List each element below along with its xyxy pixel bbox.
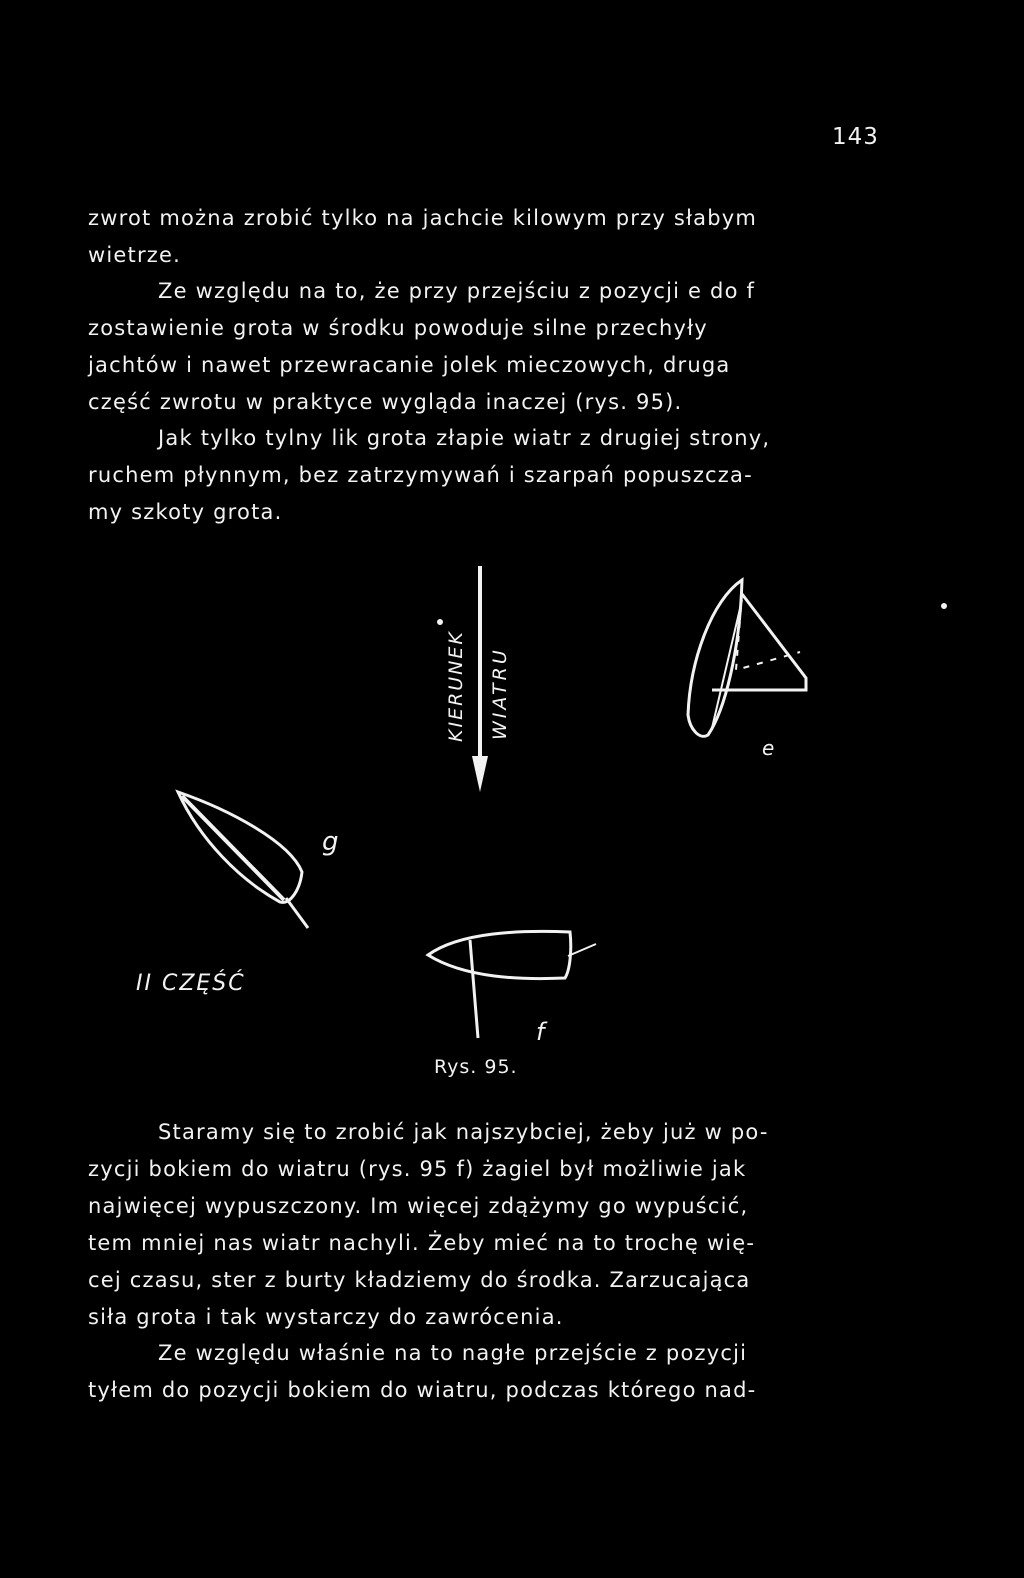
- paragraph-4: [88, 1114, 888, 1336]
- text-line: Staramy się to zrobić jak najszybciej, żeby już w po-: [158, 1120, 769, 1144]
- boat-f-hull: [428, 931, 571, 978]
- text-line: część zwrotu w praktyce wygląda inaczej (rys. 95).: [88, 390, 683, 414]
- text-line: ruchem płynnym, bez zatrzymywań i szarpań popuszcza-: [88, 463, 753, 487]
- text-line: Jak tylko tylny lik grota złapie wiatr z drugiej strony,: [158, 426, 771, 450]
- part-label: II CZĘŚĆ: [136, 971, 246, 996]
- dot-marker: [437, 619, 443, 625]
- text-line: cej czasu, ster z burty kładziemy do środka. Zarzucająca: [88, 1268, 751, 1292]
- text-line: wietrze.: [88, 243, 182, 267]
- text-line: zwrot można zrobić tylko na jachcie kilowym przy słabym: [88, 206, 758, 230]
- boat-e-label: e: [762, 736, 775, 760]
- figure-caption: Rys. 95.: [434, 1056, 518, 1078]
- text-line: Ze względu na to, że przy przejściu z pozycji e do f: [158, 279, 756, 303]
- boat-e-boom: [712, 600, 742, 728]
- paragraph-5: [88, 1335, 888, 1409]
- boat-f-label: f: [536, 1018, 545, 1046]
- boat-g-sail: [182, 796, 284, 900]
- text-line: zostawienie grota w środku powoduje silne przechyły: [88, 316, 708, 340]
- boat-e-sail: [712, 594, 806, 690]
- text-line: tyłem do pozycji bokiem do wiatru, podczas którego nad-: [88, 1378, 757, 1402]
- text-line: Ze względu właśnie na to nagłe przejście z pozycji: [158, 1341, 748, 1365]
- text-line: jachtów i nawet przewracanie jolek mieczowych, druga: [88, 353, 731, 377]
- text-line: najwięcej wypuszczony. Im więcej zdążymy go wypuścić,: [88, 1194, 749, 1218]
- sailing-diagram: [0, 560, 1024, 1080]
- text-line: my szkoty grota.: [88, 500, 283, 524]
- paragraph-1: [88, 200, 888, 274]
- text-line: tem mniej nas wiatr nachyli. Żeby mieć na to trochę wię-: [88, 1231, 756, 1255]
- wind-label-direction: KIERUNEK: [445, 630, 467, 742]
- boat-g-boom: [286, 898, 308, 928]
- boat-g-label: g: [322, 827, 339, 857]
- wind-label-wind: WIATRU: [489, 647, 511, 740]
- page-number: 143: [832, 124, 879, 150]
- text-line: zycji bokiem do wiatru (rys. 95 f) żagiel był możliwie jak: [88, 1157, 747, 1181]
- wind-arrow-head: [472, 756, 488, 792]
- text-line: siła grota i tak wystarczy do zawrócenia.: [88, 1305, 564, 1329]
- paragraph-3: [88, 420, 888, 531]
- dot-marker: [941, 603, 947, 609]
- boat-f-mast-line: [470, 940, 478, 1038]
- paragraph-2: [88, 273, 888, 421]
- figure-rys-95: [0, 560, 1024, 1080]
